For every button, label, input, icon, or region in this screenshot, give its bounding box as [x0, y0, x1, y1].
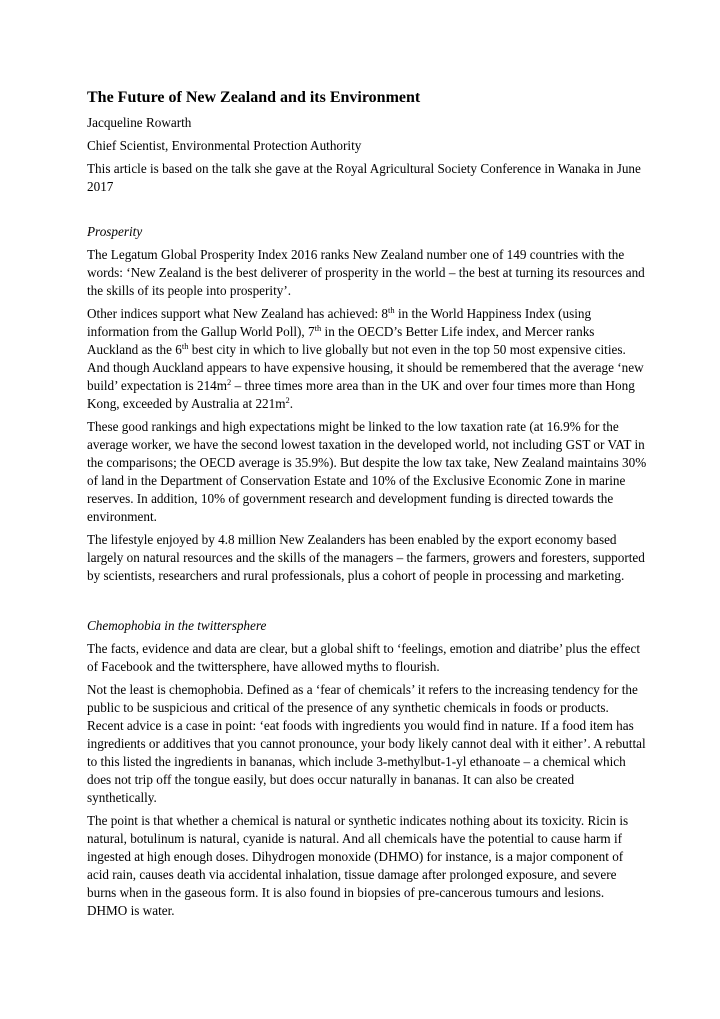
text-run: .: [289, 396, 294, 411]
article-intro: This article is based on the talk she gave at the Royal Agricultural Society Conference in Wanaka in June 2017: [87, 161, 641, 194]
section-heading-prosperity: Prosperity: [87, 224, 143, 239]
text-run: best city in which to live globally but not even in the top 50 most expensive cities. And though Auckland appears to have expensive housing, it should be remembered that the average ‘new build’ expectation is 214m: [87, 342, 644, 393]
chemophobia-paragraph-3: The point is that whether a chemical is natural or synthetic indicates nothing about its toxicity. Ricin is natural, botulinum is natural, cyanide is natural. And all chemicals have the potential to cause harm if ingested at high enough doses. Dihydrogen monoxide (DHMO) for instance, is a major component of acid rain, causes death via accidental inhalation, tissue damage after prolonged exposure, and severe burns when in the gaseous form. It is also found in biopsies of pre-cancerous tumours and lesions. DHMO is water.: [87, 813, 629, 918]
chemophobia-paragraph-2: Not the least is chemophobia. Defined as a ‘fear of chemicals’ it refers to the increasing tendency for the public to be suspicious and critical of the presence of any synthetic chemicals in foods or products. Recent advice is a case in point: ‘eat foods with ingredients you would find in nature. If a food item has ingredients or additives that you cannot pronounce, your body likely cannot deal with it either’. A rebuttal to this listed the ingredients in bananas, which include 3-methylbut-1-yl ethanoate – a chemical which does not trip off the tongue easily, but does occur naturally in bananas. It can also be created synthetically.: [87, 682, 646, 805]
chemophobia-paragraph-1: The facts, evidence and data are clear, but a global shift to ‘feelings, emotion and diatribe’ plus the effect of Facebook and the twittersphere, have allowed myths to flourish.: [87, 641, 640, 674]
text-run: – three times more area than in the UK and over four times more than Hong Kong, exceeded by Australia at 221m: [87, 378, 635, 411]
text-run: in the OECD’s Better Life index, and Mercer ranks Auckland as the 6: [87, 324, 595, 357]
prosperity-paragraph-3: These good rankings and high expectations might be linked to the low taxation rate (at 16.9% for the average worker, we have the second lowest taxation in the developed world, not including GST or VAT in the comparisons; the OECD average is 35.9%). But despite the low tax take, New Zealand maintains 30% of land in the Department of Conservation Estate and 10% of the Exclusive Economic Zone in marine reserves. In addition, 10% of government research and development funding is directed towards the environment.: [87, 419, 647, 524]
superscript: 2: [285, 395, 290, 405]
section-heading-chemophobia: Chemophobia in the twittersphere: [87, 618, 267, 633]
prosperity-paragraph-1: The Legatum Global Prosperity Index 2016 ranks New Zealand number one of 149 countries with the words: ‘New Zealand is the best deliverer of prosperity in the world – the best at turning its resources and the skills of its people into prosperity’.: [87, 247, 645, 298]
prosperity-paragraph-4: The lifestyle enjoyed by 4.8 million New Zealanders has been enabled by the export economy based largely on natural resources and the skills of the managers – the farmers, growers and foresters, supported by scientists, researchers and rural professionals, plus a cohort of people in processing and marketing.: [87, 532, 645, 583]
superscript: th: [388, 305, 395, 315]
text-run: in the World Happiness Index (using information from the Gallup World Poll), 7: [87, 306, 592, 339]
text-run: Other indices support what New Zealand has achieved: 8: [87, 306, 389, 321]
superscript: th: [181, 341, 189, 351]
document-page: [87, 88, 647, 925]
superscript: th: [314, 323, 322, 333]
spacer: [87, 196, 647, 223]
spacer: [87, 590, 647, 617]
prosperity-paragraph-2: [87, 305, 647, 413]
author-name: Jacqueline Rowarth: [87, 115, 192, 130]
document-title: The Future of New Zealand and its Environment: [87, 89, 421, 106]
superscript: 2: [227, 377, 232, 387]
author-role: Chief Scientist, Environmental Protection Authority: [87, 138, 362, 153]
